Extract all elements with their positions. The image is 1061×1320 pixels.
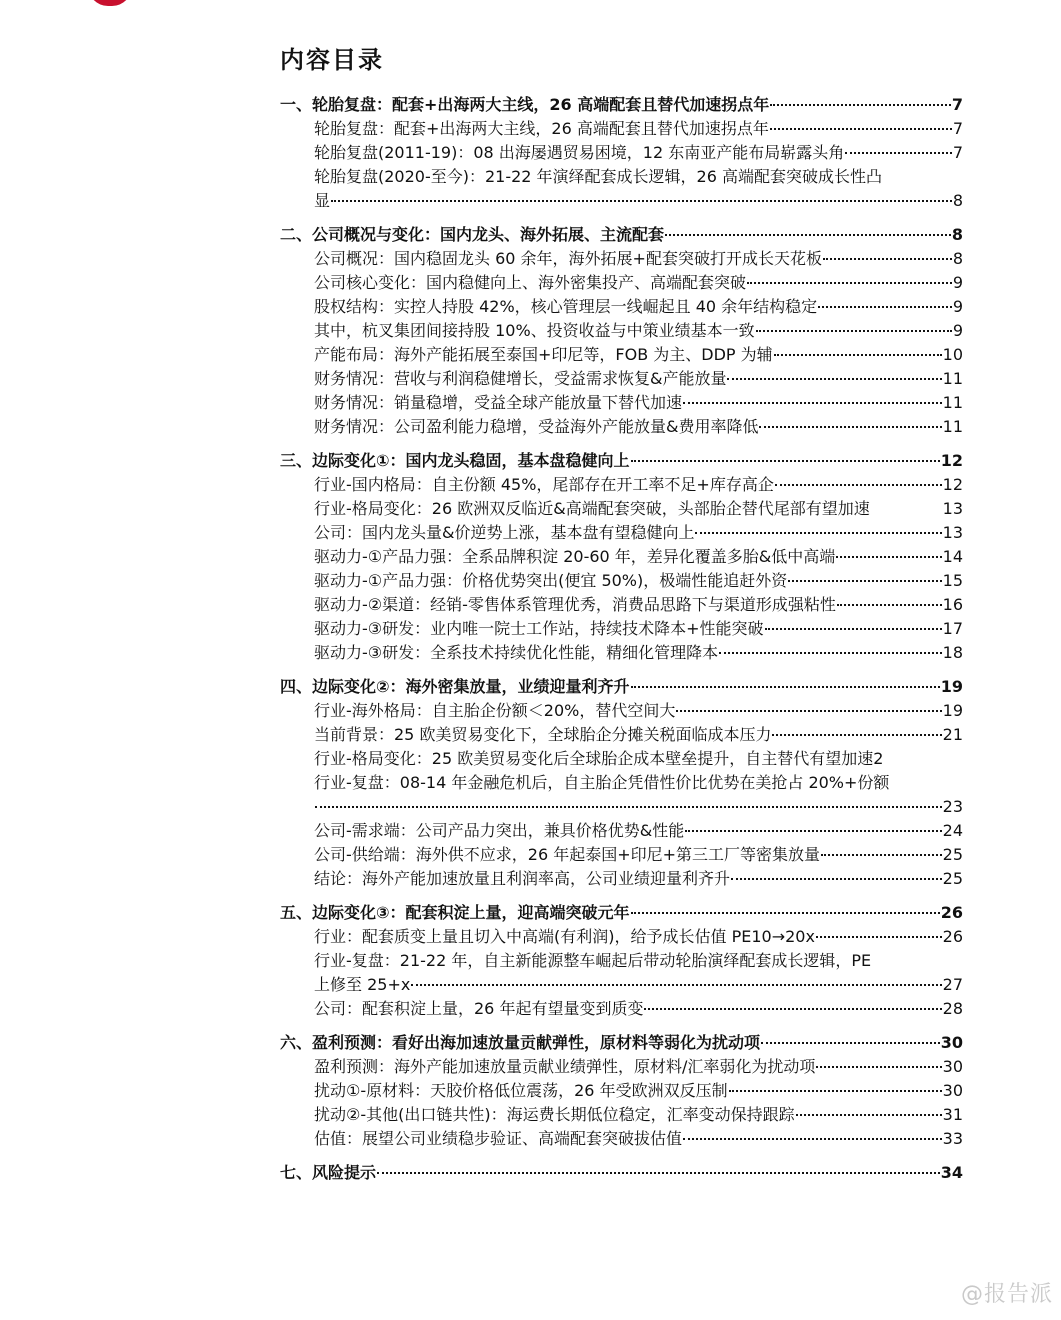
- dot-leader: [823, 258, 952, 260]
- toc-subsection-entry[interactable]: [280, 415, 963, 439]
- toc-page-number: 25: [942, 845, 963, 864]
- dot-leader: [818, 306, 952, 308]
- toc-page-number: 15: [942, 571, 963, 590]
- dot-leader: [685, 830, 941, 832]
- toc-entry-text: 三、边际变化①：国内龙头稳固，基本盘稳健向上: [280, 451, 630, 470]
- toc-entry-text: 其中，杭叉集团间接持股 10%、投资收益与中策业绩基本一致: [314, 321, 755, 340]
- brand-logo-mark: [88, 0, 132, 6]
- toc-page-number: 12: [940, 451, 963, 470]
- toc-subsection-entry[interactable]: [280, 165, 963, 213]
- toc-entry-text: 驱动力-③研发：全系技术持续优化性能，精细化管理降本: [314, 643, 719, 662]
- toc-entry-text: 扰动①-原材料：天胶价格低位震荡，26 年受欧洲双反压制: [314, 1081, 728, 1100]
- toc-subsection-entry[interactable]: [280, 295, 963, 319]
- toc-subsection-entry[interactable]: [280, 521, 963, 545]
- toc-entry-text: 财务情况：销量稳增，受益全球产能放量下替代加速: [314, 393, 683, 412]
- toc-page-number: 9: [952, 297, 963, 316]
- dot-leader: [816, 1066, 941, 1068]
- toc-entry-text: 轮胎复盘：配套+出海两大主线，26 高端配套且替代加速拐点年: [314, 119, 769, 138]
- toc-subsection-entry[interactable]: [280, 367, 963, 391]
- table-of-contents: [280, 93, 963, 1185]
- dot-leader: [747, 282, 952, 284]
- toc-subsection-entry[interactable]: [280, 699, 963, 723]
- toc-page-number: 9: [952, 321, 963, 340]
- toc-page-number: 7: [951, 95, 963, 114]
- toc-subsection-entry[interactable]: [280, 343, 963, 367]
- toc-subsection-entry[interactable]: [280, 1103, 963, 1127]
- toc-entry-text: 轮胎复盘(2020-至今)：21-22 年演绎配套成长逻辑，26 高端配套突破成长性凸: [314, 167, 883, 186]
- toc-entry-text: 公司-需求端：公司产品力突出，兼具价格优势&性能: [314, 821, 685, 840]
- toc-subsection-entry[interactable]: [280, 617, 963, 641]
- toc-entry-text: 驱动力-③研发：业内唯一院士工作站，持续技术降本+性能突破: [314, 619, 764, 638]
- toc-entry-text: 公司核心变化：国内稳健向上、海外密集投产、高端配套突破: [314, 273, 747, 292]
- toc-entry-text-continued: 上修至 25+x: [314, 975, 411, 994]
- dot-leader: [821, 854, 942, 856]
- toc-page-number: 8: [951, 225, 963, 244]
- toc-subsection-entry[interactable]: [280, 1127, 963, 1151]
- toc-entry-text: 盈利预测：海外产能加速放量贡献业绩弹性，原材料/汇率弱化为扰动项: [314, 1057, 816, 1076]
- toc-entry-text: 产能布局：海外产能拓展至泰国+印尼等，FOB 为主、DDP 为辅: [314, 345, 773, 364]
- toc-entry-text: 财务情况：公司盈利能力稳增，受益海外产能放量&费用率降低: [314, 417, 759, 436]
- toc-subsection-entry[interactable]: [280, 997, 963, 1021]
- toc-page-number: 11: [942, 417, 963, 436]
- toc-page-number: 16: [942, 595, 963, 614]
- toc-page-number: 27: [942, 975, 963, 994]
- dot-leader: [731, 878, 942, 880]
- toc-subsection-entry[interactable]: [280, 641, 963, 665]
- toc-subsection-entry[interactable]: [280, 141, 963, 165]
- toc-entry-text: 估值：展望公司业绩稳步验证、高端配套突破拔估值: [314, 1129, 683, 1148]
- toc-section-entry[interactable]: [280, 449, 963, 473]
- toc-section-entry[interactable]: [280, 223, 963, 247]
- toc-subsection-entry[interactable]: [280, 819, 963, 843]
- toc-entry-text: 公司-供给端：海外供不应求，26 年起泰国+印尼+第三工厂等密集放量: [314, 845, 821, 864]
- toc-entry-text: 当前背景：25 欧美贸易变化下，全球胎企分摊关税面临成本压力: [314, 725, 772, 744]
- toc-page-number: 17: [942, 619, 963, 638]
- toc-subsection-entry[interactable]: [280, 319, 963, 343]
- toc-entry-text-continued: 显: [314, 191, 331, 210]
- dot-leader: [411, 984, 941, 986]
- toc-page-number: 7: [952, 119, 963, 138]
- toc-page-number: 30: [942, 1057, 963, 1076]
- dot-leader: [683, 1138, 942, 1140]
- toc-section-entry[interactable]: [280, 93, 963, 117]
- toc-page-number: 12: [942, 475, 963, 494]
- toc-entry-text: 扰动②-其他(出口链共性)：海运费长期低位稳定，汇率变动保持跟踪: [314, 1105, 795, 1124]
- toc-entry-text: 驱动力-①产品力强：价格优势突出(便宜 50%)，极端性能追赶外资: [314, 571, 788, 590]
- page-title: 内容目录: [280, 46, 384, 74]
- dot-leader: [836, 556, 941, 558]
- toc-entry-text: 二、公司概况与变化：国内龙头、海外拓展、主流配套: [280, 225, 665, 244]
- toc-subsection-entry[interactable]: [280, 117, 963, 141]
- dot-leader: [759, 426, 941, 428]
- toc-entry-text: 驱动力-②渠道：经销-零售体系管理优秀，消费品思路下与渠道形成强粘性: [314, 595, 836, 614]
- toc-page-number: 26: [942, 927, 963, 946]
- toc-page-number: 13: [942, 499, 963, 518]
- toc-subsection-entry[interactable]: [280, 925, 963, 949]
- toc-page-number: 26: [940, 903, 963, 922]
- toc-subsection-entry[interactable]: [280, 473, 963, 497]
- dot-leader: [665, 234, 951, 236]
- dot-leader: [644, 1008, 941, 1010]
- toc-subsection-entry[interactable]: [280, 723, 963, 747]
- dot-leader: [631, 686, 940, 688]
- toc-entry-text: 驱动力-①产品力强：全系品牌积淀 20-60 年，差异化覆盖多胎&低中高端: [314, 547, 836, 566]
- toc-subsection-entry[interactable]: [280, 545, 963, 569]
- toc-entry-text: 行业：配套质变上量且切入中高端(有利润)，给予成长估值 PE10→20x: [314, 927, 815, 946]
- toc-page-number: 34: [940, 1163, 963, 1182]
- dot-leader: [331, 200, 952, 202]
- toc-page-number: 31: [942, 1105, 963, 1124]
- toc-entry-text: 行业-复盘：21-22 年，自主新能源整车崛起后带动轮胎演绎配套成长逻辑，PE: [314, 951, 872, 970]
- toc-entry-text: 公司：配套积淀上量，26 年起有望量变到质变: [314, 999, 644, 1018]
- toc-page-number: 18: [942, 643, 963, 662]
- toc-entry-text: 四、边际变化②：海外密集放量，业绩迎量利齐升: [280, 677, 630, 696]
- toc-subsection-entry[interactable]: [280, 747, 963, 771]
- toc-page-number: 23: [942, 797, 963, 816]
- toc-page-number: 8: [952, 249, 963, 268]
- toc-page-number: 11: [942, 393, 963, 412]
- toc-subsection-entry[interactable]: [280, 771, 963, 819]
- toc-page-number: 9: [952, 273, 963, 292]
- toc-entry-text: 七、风险提示: [280, 1163, 377, 1182]
- toc-page-number: 11: [942, 369, 963, 388]
- dot-leader: [774, 354, 942, 356]
- toc-subsection-entry[interactable]: [280, 1079, 963, 1103]
- toc-page-number: 25: [942, 869, 963, 888]
- toc-page-number: 19: [940, 677, 963, 696]
- toc-subsection-entry[interactable]: [280, 391, 963, 415]
- toc-page-number: 30: [942, 1081, 963, 1100]
- dot-leader: [770, 128, 952, 130]
- toc-page-number: 30: [940, 1033, 963, 1052]
- watermark: @报告派: [960, 1282, 1053, 1307]
- dot-leader: [788, 580, 941, 582]
- dot-leader: [315, 806, 942, 808]
- dot-leader: [837, 604, 942, 606]
- toc-entry-text: 行业-海外格局：自主胎企份额＜20%，替代空间大: [314, 701, 676, 720]
- toc-subsection-entry[interactable]: [280, 497, 963, 521]
- dot-leader: [676, 710, 941, 712]
- toc-page-number: 21: [942, 725, 963, 744]
- toc-entry-text: 一、轮胎复盘：配套+出海两大主线，26 高端配套且替代加速拐点年: [280, 95, 770, 114]
- dot-leader: [729, 1090, 942, 1092]
- dot-leader: [727, 378, 941, 380]
- dot-leader: [816, 936, 942, 938]
- toc-subsection-entry[interactable]: [280, 949, 963, 997]
- toc-entry-text: 轮胎复盘(2011-19)：08 出海屡遇贸易困境，12 东南亚产能布局崭露头角: [314, 143, 845, 162]
- dot-leader: [765, 628, 942, 630]
- toc-entry-text: 行业-复盘：08-14 年金融危机后，自主胎企凭借性价比优势在美抢占 20%+份额: [314, 773, 890, 792]
- toc-subsection-entry[interactable]: [280, 1055, 963, 1079]
- dot-leader: [775, 484, 942, 486]
- dot-leader: [761, 1042, 940, 1044]
- dot-leader: [683, 402, 942, 404]
- toc-subsection-entry[interactable]: [280, 843, 963, 867]
- toc-page-number: 28: [942, 999, 963, 1018]
- toc-entry-text: 股权结构：实控人持股 42%，核心管理层一线崛起且 40 余年结构稳定: [314, 297, 818, 316]
- toc-entry-text: 结论：海外产能加速放量且利润率高，公司业绩迎量利齐升: [314, 869, 731, 888]
- toc-page-number: 24: [942, 821, 963, 840]
- dot-leader: [719, 652, 942, 654]
- toc-page-number: 33: [942, 1129, 963, 1148]
- toc-page-number: 19: [942, 701, 963, 720]
- toc-subsection-entry[interactable]: [280, 271, 963, 295]
- dot-leader: [377, 1172, 940, 1174]
- toc-entry-text: 五、边际变化③：配套积淀上量，迎高端突破元年: [280, 903, 630, 922]
- toc-section-entry[interactable]: [280, 1161, 963, 1185]
- toc-page-number: 8: [952, 191, 963, 210]
- toc-page-number: 14: [942, 547, 963, 566]
- dot-leader: [695, 532, 941, 534]
- toc-entry-text: 行业-格局变化：25 欧美贸易变化后全球胎企成本壁垒提升，自主替代有望加速2: [314, 749, 884, 768]
- dot-leader: [770, 104, 951, 106]
- toc-page-number: 7: [952, 143, 963, 162]
- toc-entry-text: 六、盈利预测：看好出海加速放量贡献弹性，原材料等弱化为扰动项: [280, 1033, 761, 1052]
- toc-page-number: 10: [942, 345, 963, 364]
- toc-entry-text: 行业-格局变化：26 欧洲双反临近&高端配套突破，头部胎企替代尾部有望加速: [314, 499, 870, 518]
- toc-section-entry[interactable]: [280, 675, 963, 699]
- dot-leader: [631, 460, 940, 462]
- toc-entry-text: 公司概况：国内稳固龙头 60 余年，海外拓展+配套突破打开成长天花板: [314, 249, 822, 268]
- dot-leader: [756, 330, 952, 332]
- dot-leader: [845, 152, 952, 154]
- toc-entry-text: 公司：国内龙头量&价逆势上涨，基本盘有望稳健向上: [314, 523, 695, 542]
- dot-leader: [631, 912, 940, 914]
- toc-subsection-entry[interactable]: [280, 569, 963, 593]
- toc-section-entry[interactable]: [280, 901, 963, 925]
- toc-page-number: 13: [942, 523, 963, 542]
- toc-subsection-entry[interactable]: [280, 247, 963, 271]
- toc-subsection-entry[interactable]: [280, 867, 963, 891]
- toc-entry-text: 行业-国内格局：自主份额 45%，尾部存在开工率不足+库存高企: [314, 475, 774, 494]
- toc-subsection-entry[interactable]: [280, 593, 963, 617]
- toc-entry-text: 财务情况：营收与利润稳健增长，受益需求恢复&产能放量: [314, 369, 727, 388]
- toc-section-entry[interactable]: [280, 1031, 963, 1055]
- dot-leader: [796, 1114, 942, 1116]
- dot-leader: [772, 734, 941, 736]
